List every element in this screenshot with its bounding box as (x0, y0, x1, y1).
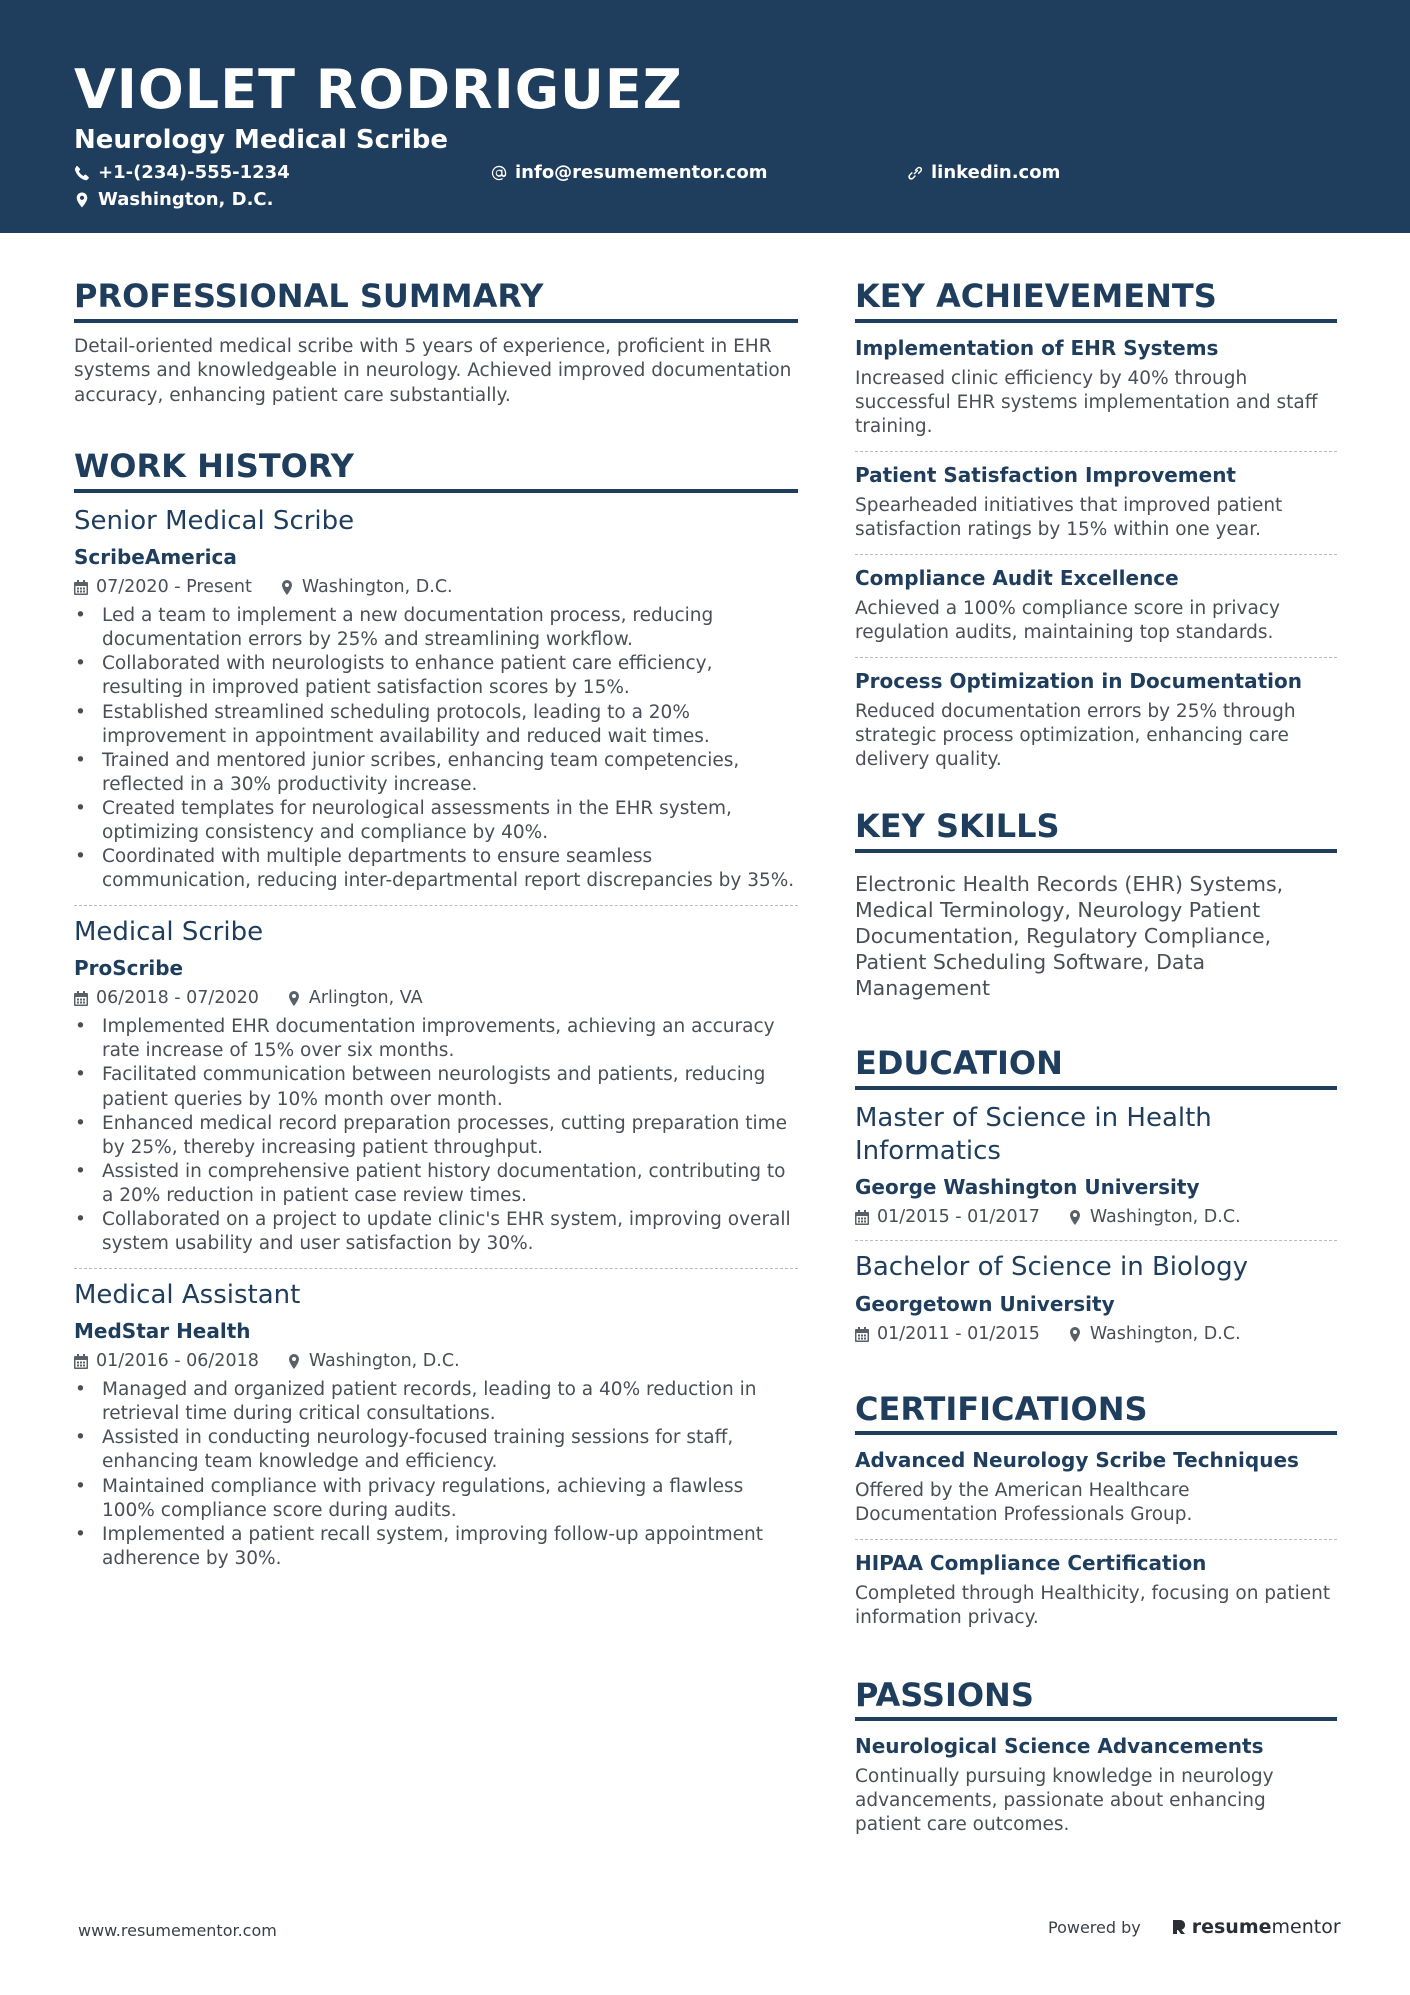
job-role: Medical Scribe (74, 916, 264, 947)
summary-heading: PROFESSIONAL SUMMARY (74, 278, 798, 323)
job-bullets (74, 1378, 798, 1570)
skills-section (855, 808, 1337, 1001)
bullet-item: • Collaborated on a project to update clinic's EHR system, improving overall system usability and user satisfaction by 30%. (74, 1208, 798, 1256)
bullet-item: • Trained and mentored junior scribes, enhancing team competencies, reflected in a 30% productivity increase. (74, 749, 798, 797)
bullet-item: • Maintained compliance with privacy regulations, achieving a flawless 100% compliance score during audits. (74, 1475, 798, 1523)
school-name: Georgetown University (855, 1291, 1115, 1316)
contact-email[interactable] (491, 164, 767, 182)
school-name: George Washington University (855, 1175, 1200, 1200)
candidate-title: Neurology Medical Scribe (74, 125, 449, 155)
location (287, 988, 423, 1009)
date-range: 01/2011 - 01/2015 (877, 1323, 1040, 1344)
calendar-icon (74, 1354, 88, 1369)
bullet-item: • Assisted in conducting neurology-focused training sessions for staff, enhancing team knowledge and efficiency. (74, 1426, 798, 1474)
item-title: Compliance Audit Excellence (855, 566, 1179, 591)
item-text: Spearheaded initiatives that improved patient satisfaction ratings by 15% within one year. (855, 494, 1283, 540)
bullet-item: • Managed and organized patient records, leading to a 40% reduction in retrieval time during critical consultations. (74, 1378, 798, 1426)
degree-title: Bachelor of Science in Biology (855, 1252, 1248, 1283)
powered-by-text: Powered by (1048, 1917, 1141, 1937)
certifications-item (855, 1447, 1337, 1539)
item-text: Achieved a 100% compliance score in privacy regulation audits, maintaining top standards. (855, 598, 1280, 644)
company-name: ProScribe (74, 956, 184, 981)
at-icon (491, 165, 507, 181)
item-text: Reduced documentation errors by 25% through strategic process optimization, enhancing care delivery quality. (855, 701, 1296, 771)
bullet-item: • Assisted in comprehensive patient history documentation, contributing to a 20% reduction in patient case review times. (74, 1160, 798, 1208)
footer-branding (1048, 1916, 1341, 1938)
education-item (855, 1102, 1337, 1240)
calendar-icon (855, 1210, 869, 1225)
job-role: Medical Assistant (74, 1279, 301, 1310)
date-range: 01/2016 - 06/2018 (96, 1351, 259, 1372)
bullet-item: • Coordinated with multiple departments to ensure seamless communication, reducing inter-departmental report discrepancies by 35%. (74, 845, 798, 893)
job-bullets (74, 604, 798, 893)
location-text: Washington, D.C. (308, 1351, 460, 1372)
link-icon (907, 165, 923, 181)
company-name: ScribeAmerica (74, 545, 237, 570)
achievements-section (855, 278, 1337, 784)
job-list (74, 505, 798, 1583)
calendar-icon (855, 1327, 869, 1342)
candidate-name: VIOLET RODRIGUEZ (74, 58, 683, 121)
location-text: Washington, D.C. (1089, 1323, 1241, 1344)
location (287, 1351, 460, 1372)
bullet-item: • Collaborated with neurologists to enhance patient care efficiency, resulting in improved patient satisfaction scores by 15%. (74, 652, 798, 700)
item-title: HIPAA Compliance Certification (855, 1551, 1207, 1576)
item-text: Offered by the American Healthcare Documentation Professionals Group. (855, 1480, 1193, 1526)
item-title: Implementation of EHR Systems (855, 335, 1219, 360)
calendar-icon (74, 991, 88, 1006)
location-text: Washington, D.C. (1089, 1207, 1241, 1228)
degree-title: Master of Science in Health Informatics (855, 1103, 1212, 1166)
email-text: info@resumementor.com (515, 162, 768, 183)
company-name: MedStar Health (74, 1319, 251, 1344)
bullet-item: • Created templates for neurological assessments in the EHR system, optimizing consistency and compliance by 40%. (74, 797, 798, 845)
bullet-item: • Implemented a patient recall system, improving follow-up appointment adherence by 30%. (74, 1523, 798, 1571)
item-text: Increased clinic efficiency by 40% through successful EHR systems implementation and staff training. (855, 367, 1318, 437)
location-text: Arlington, VA (308, 988, 423, 1009)
date-location-row (855, 1207, 1337, 1228)
achievements-item (855, 657, 1337, 784)
certifications-item (855, 1539, 1337, 1642)
brand-name-light: mentor (1271, 1916, 1341, 1938)
date-range: 07/2020 - Present (96, 577, 252, 598)
certification-list (855, 1447, 1337, 1642)
phone-text: +1-(234)-555-1234 (98, 162, 290, 183)
achievements-item (855, 451, 1337, 554)
work-history-heading: WORK HISTORY (74, 448, 798, 493)
summary-section (74, 278, 798, 408)
brand-logo[interactable] (1171, 1916, 1341, 1938)
date-location-row (74, 988, 798, 1009)
passion-list (855, 1733, 1337, 1849)
job-role: Senior Medical Scribe (74, 505, 355, 536)
passions-item (855, 1733, 1337, 1849)
work-history-section (74, 448, 798, 1583)
item-title: Patient Satisfaction Improvement (855, 462, 1236, 487)
calendar-icon (74, 580, 88, 595)
job-bullets (74, 1015, 798, 1255)
education-list (855, 1102, 1337, 1357)
item-text: Continually pursuing knowledge in neurology advancements, passionate about enhancing patient care outcomes. (855, 1766, 1274, 1836)
achievements-item (855, 554, 1337, 657)
location-pin-icon (280, 580, 294, 595)
linkedin-text: linkedin.com (931, 162, 1061, 183)
item-title: Advanced Neurology Scribe Techniques (855, 1448, 1299, 1473)
date-range: 01/2015 - 01/2017 (877, 1207, 1040, 1228)
location-text: Washington, D.C. (98, 189, 274, 210)
date-location-row (855, 1324, 1337, 1345)
location-pin-icon (1068, 1327, 1082, 1342)
brand-name-bold: resume (1191, 1916, 1272, 1938)
location-pin-icon (287, 991, 301, 1006)
education-item (855, 1240, 1337, 1357)
location (1068, 1207, 1241, 1228)
certifications-heading: CERTIFICATIONS (855, 1391, 1337, 1436)
contact-location (74, 191, 273, 209)
item-title: Neurological Science Advancements (855, 1734, 1264, 1759)
location (1068, 1324, 1241, 1345)
location (280, 577, 453, 598)
education-section (855, 1045, 1337, 1356)
certifications-section (855, 1391, 1337, 1643)
left-column (74, 278, 798, 1583)
location-pin-icon (74, 192, 90, 208)
bullet-item: • Established streamlined scheduling protocols, leading to a 20% improvement in appointment availability and reduced wait times. (74, 701, 798, 749)
summary-text: Detail-oriented medical scribe with 5 years of experience, proficient in EHR systems and knowledgeable in neurology. Achieved improved documentation accuracy, enhancing patient care substantially. (74, 335, 792, 406)
brand-mark-icon (1171, 1918, 1187, 1936)
footer-website[interactable]: www.resumementor.com (78, 1921, 277, 1940)
achievements-item (855, 335, 1337, 451)
bullet-item: • Facilitated communication between neurologists and patients, reducing patient queries by 10% month over month. (74, 1063, 798, 1111)
achievement-list (855, 335, 1337, 784)
location-text: Washington, D.C. (301, 577, 453, 598)
skills-heading: KEY SKILLS (855, 808, 1337, 853)
passions-heading: PASSIONS (855, 1677, 1337, 1722)
bullet-item: • Led a team to implement a new documentation process, reducing documentation errors by 25% and streamlining workflow. (74, 604, 798, 652)
job-entry (74, 505, 798, 905)
education-heading: EDUCATION (855, 1045, 1337, 1090)
bullet-item: • Enhanced medical record preparation processes, cutting preparation time by 25%, thereby increasing patient throughput. (74, 1112, 798, 1160)
item-text: Completed through Healthicity, focusing on patient information privacy. (855, 1583, 1331, 1629)
passions-section (855, 1677, 1337, 1850)
location-pin-icon (1068, 1210, 1082, 1225)
contact-phone (74, 164, 290, 182)
resume-header (0, 0, 1410, 233)
contact-linkedin[interactable] (907, 164, 1060, 182)
bullet-item: • Implemented EHR documentation improvements, achieving an accuracy rate increase of 15% over six months. (74, 1015, 798, 1063)
job-entry (74, 905, 798, 1268)
job-entry (74, 1268, 798, 1583)
date-location-row (74, 1351, 798, 1372)
right-column (855, 278, 1337, 1849)
skills-text: Electronic Health Records (EHR) Systems, Medical Terminology, Neurology Patient Documentation, Regulatory Compliance, Patient Scheduling Software, Data Management (855, 872, 1284, 1001)
achievements-heading: KEY ACHIEVEMENTS (855, 278, 1337, 323)
date-range: 06/2018 - 07/2020 (96, 988, 259, 1009)
date-location-row (74, 577, 798, 598)
item-title: Process Optimization in Documentation (855, 669, 1302, 694)
phone-icon (74, 165, 90, 181)
location-pin-icon (287, 1354, 301, 1369)
